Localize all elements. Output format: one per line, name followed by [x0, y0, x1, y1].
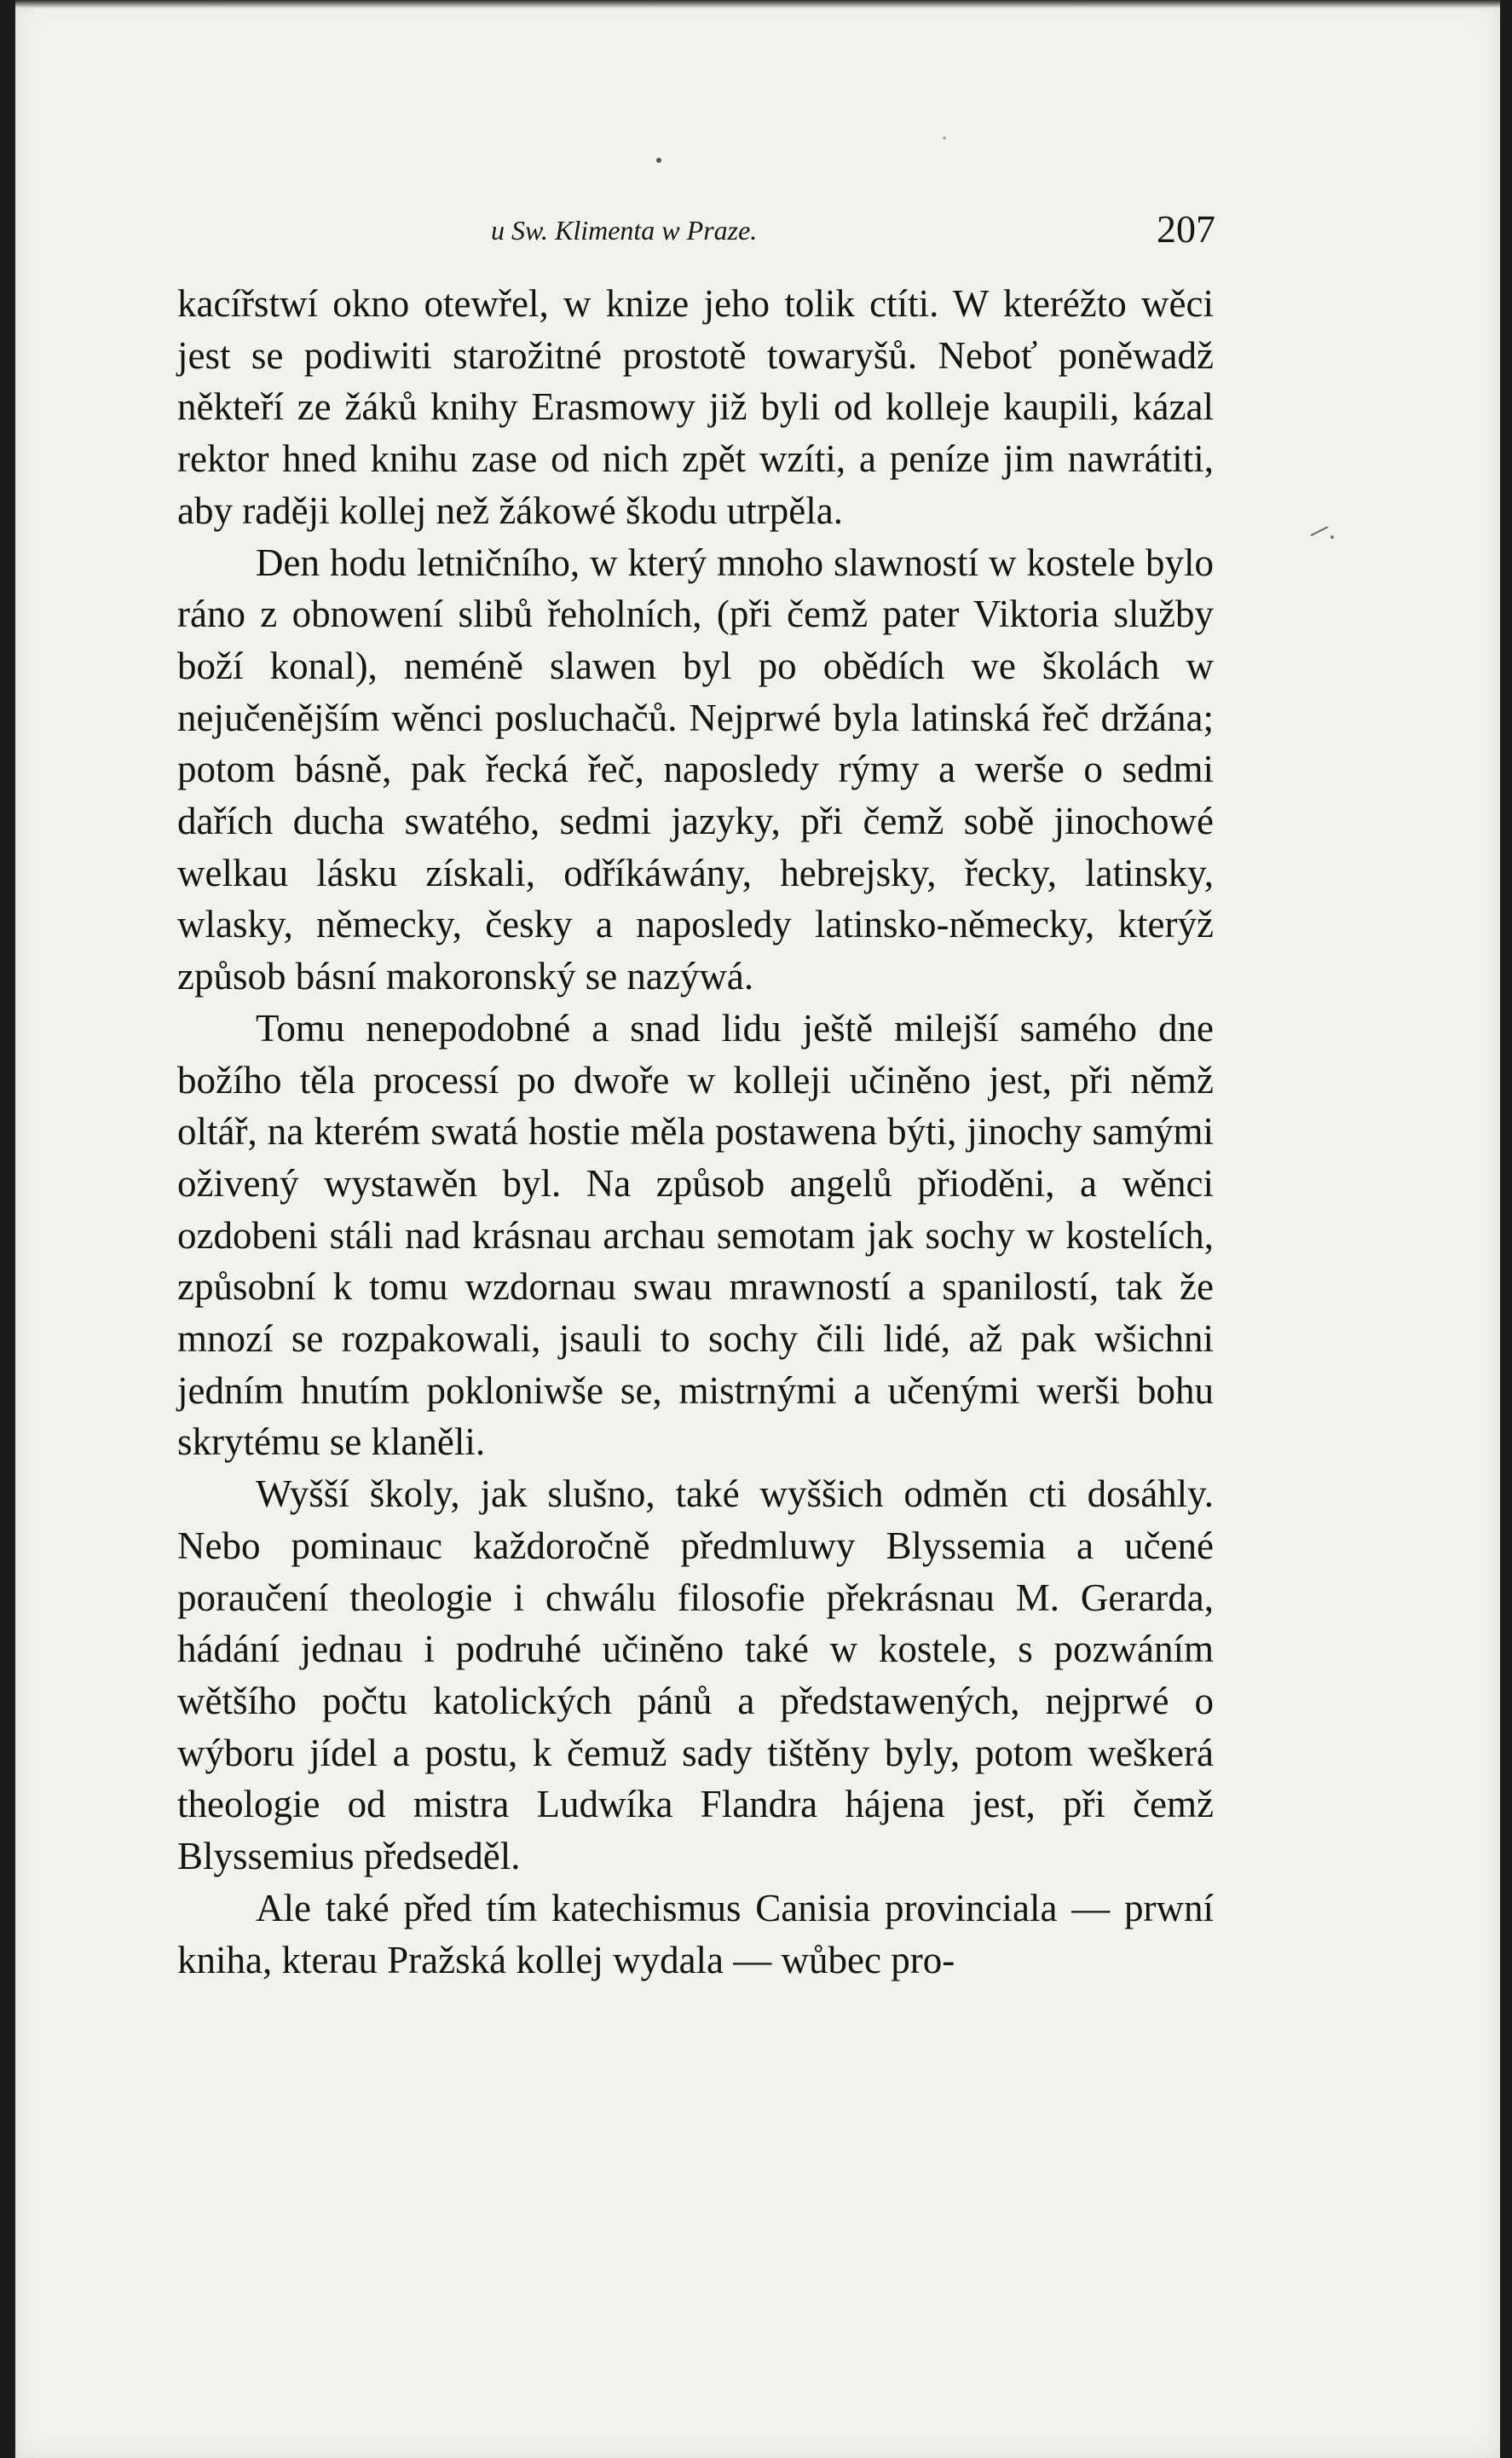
body-text: [177, 278, 1214, 1986]
running-header: [176, 201, 1215, 261]
paragraph-4: Wyšší školy, jak slušno, také wyššich odměn cti dosáhly. Nebo pominauc každoročně předmluwy Blyssemia a učené poraučení theologie i chwálu filosofie překrásnau M. Gerarda, hádání jednau i podruhé učiněno také w kostele, s pozwáním wětšího počtu katolických pánů a předstawených, nejprwé o wýboru jídel a postu, k čemuž sady tištěny byly, potom weškerá theologie od mistra Ludwíka Flandra hájena jest, při čemž Blyssemius předseděl.: [177, 1472, 1214, 1878]
book-page: [15, 0, 1500, 2458]
paragraph-5: Ale také před tím katechismus Canisia provinciala — prwní kniha, kterau Pražská kollej wydala — wůbec pro-: [177, 1886, 1214, 1981]
paragraph-1: kacířstwí okno otewřel, w knize jeho tolik ctíti. W kteréžto wěci jest se podiwiti starožitné prostotě towaryšů. Neboť poněwadž někteří ze žáků knihy Erasmowy již byli od kolleje kaupili, kázal rektor hned knihu zase od nich zpět wzíti, a peníze jim nawrátiti, aby raději kollej než žákowé škodu utrpěla.: [177, 282, 1214, 532]
running-title: u Sw. Klimenta w Praze.: [491, 215, 758, 246]
page-number: 207: [1157, 207, 1215, 251]
paragraph-3: Tomu nenepodobné a snad lidu ještě milejší samého dne božího těla processí po dwoře w kolleji učiněno jest, při němž oltář, na kterém swatá hostie měla postawena býti, jinochy samými oživený wystawěn byl. Na způsob angelů přioděni, a wěnci ozdobeni stáli nad krásnau archau semotam jak sochy w kostelích, způsobní k tomu wzdornau swau mrawností a spanilostí, tak že mnozí se rozpakowali, jsauli to sochy čili lidé, až pak wšichni jedním hnutím pokloniwše se, mistrnými a učenými werši bohu skrytému se klaněli.: [177, 1006, 1214, 1464]
scan-top-edge: [15, 0, 1500, 9]
paragraph-2: Den hodu letničního, w který mnoho slawností w kostele bylo ráno z obnowení slibů řeholních, (při čemž pater Viktoria služby boží konal), neméně slawen byl po obědích we školách w nejučenějším wěnci posluchačů. Nejprwé byla latinská řeč držána; potom básně, pak řecká řeč, naposledy rýmy a werše o sedmi dařích ducha swatého, sedmi jazyky, při čemž sobě jinochowé welkau lásku získali, odříkáwány, hebrejsky, řecky, latinsky, wlasky, německy, česky a naposledy latinsko-německy, kterýž způsob básní makoronský se nazýwá.: [177, 541, 1214, 998]
